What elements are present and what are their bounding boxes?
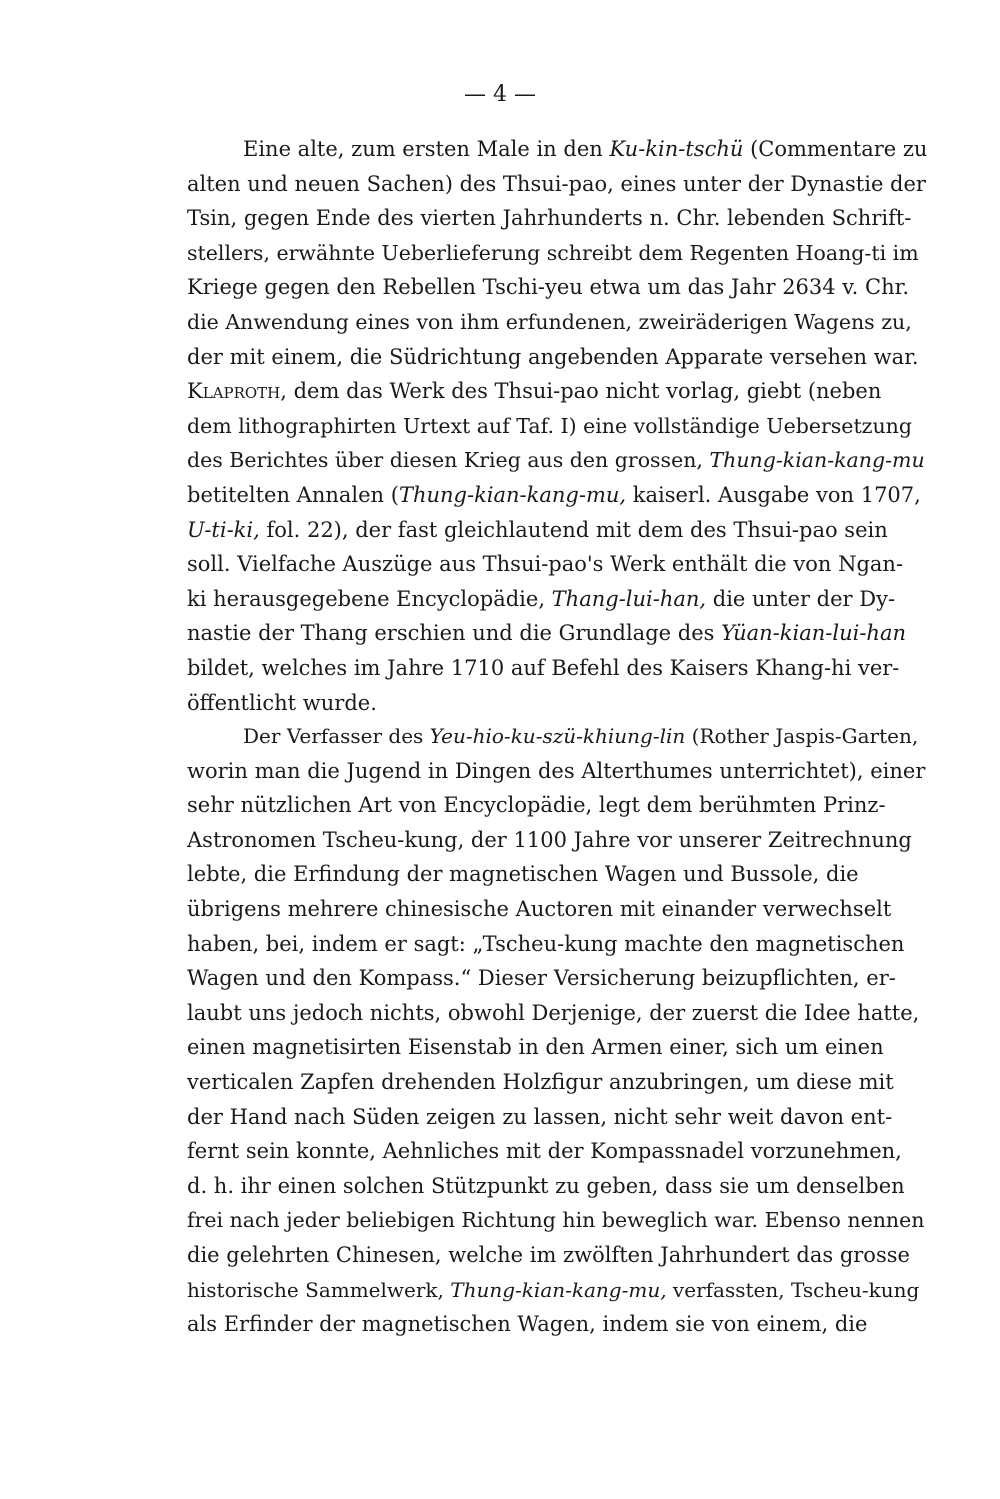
- text-line: [187, 443, 927, 478]
- text-run: haben, bei, indem er sagt: „Tscheu-kung machte den magnetischen: [187, 931, 905, 956]
- text-line: [187, 1030, 927, 1065]
- text-line: [187, 788, 927, 823]
- italic-title-text: U-ti-ki,: [187, 517, 260, 542]
- text-run: laubt uns jedoch nichts, obwohl Derjenige, der zuerst die Idee hatte,: [187, 1000, 920, 1025]
- text-line: [187, 823, 927, 858]
- text-run: betitelten Annalen (: [187, 482, 399, 507]
- text-run: Tsin, gegen Ende des vierten Jahrhunderts n. Chr. lebenden Schrift-: [187, 206, 912, 231]
- text-line: [187, 651, 927, 686]
- text-run: fol. 22), der fast gleichlautend mit dem des Thsui-pao sein: [259, 517, 888, 542]
- text-line: [187, 1203, 927, 1238]
- text-line: [187, 719, 927, 754]
- text-run: Der Verfasser des: [243, 724, 430, 748]
- text-line: [187, 1100, 927, 1135]
- text-line: [187, 892, 927, 927]
- text-line: [187, 857, 927, 892]
- text-run: kaiserl. Ausgabe von 1707,: [626, 482, 921, 507]
- text-line: [187, 305, 927, 340]
- text-run: übrigens mehrere chinesische Auctoren mit einander verwechselt: [187, 896, 892, 921]
- text-run: (Commentare zu: [743, 137, 927, 161]
- text-run: Kriege gegen den Rebellen Tschi-yeu etwa um das Jahr 2634 v. Chr.: [187, 275, 910, 300]
- text-run: Astronomen Tscheu-kung, der 1100 Jahre vor unserer Zeitrechnung: [187, 827, 912, 852]
- text-run: fernt sein konnte, Aehnliches mit der Kompassnadel vorzunehmen,: [187, 1139, 902, 1164]
- text-run: worin man die Jugend in Dingen des Alterthumes unterrichtet), einer: [187, 758, 926, 783]
- text-run: (Rother Jaspis-Garten,: [685, 724, 919, 748]
- text-run: öffentlicht wurde.: [187, 690, 377, 715]
- text-run: lebte, die Erfindung der magnetischen Wagen und Bussole, die: [187, 862, 859, 887]
- italic-title-text: Thang-lui-han,: [551, 586, 707, 611]
- text-run: der mit einem, die Südrichtung angebenden Apparate versehen war.: [187, 344, 919, 369]
- text-line: [187, 167, 927, 202]
- text-run: historische Sammelwerk,: [187, 1277, 451, 1302]
- text-run: einen magnetisirten Eisenstab in den Armen einer, sich um einen: [187, 1035, 884, 1060]
- text-run: ki herausgegebene Encyclopädie,: [187, 586, 552, 611]
- text-run: alten und neuen Sachen) des Thsui-pao, eines unter der Dynastie der: [187, 171, 926, 196]
- text-line: [187, 754, 927, 789]
- italic-title-text: Thung-kian-kang-mu,: [398, 482, 627, 507]
- text-line: [187, 374, 927, 409]
- italic-title-text: Thung-kian-kang-mu: [709, 448, 925, 473]
- text-line: [187, 478, 927, 513]
- text-run: bildet, welches im Jahre 1710 auf Befehl des Kaisers Khang-hi ver-: [187, 655, 900, 680]
- text-run: , dem das Werk des Thsui-pao nicht vorlag, giebt (neben: [280, 379, 882, 404]
- text-run: dem lithographirten Urtext auf Taf. I) eine vollständige Uebersetzung: [187, 413, 913, 438]
- text-line: [187, 547, 927, 582]
- text-line: [187, 236, 927, 271]
- text-run: Eine alte, zum ersten Male in den: [243, 137, 610, 161]
- text-run: des Berichtes über diesen Krieg aus den grossen,: [187, 448, 710, 473]
- text-run: die unter der Dy-: [706, 586, 896, 611]
- text-line: [187, 270, 927, 305]
- text-run: nastie der Thang erschien und die Grundlage des: [187, 621, 722, 646]
- page-number: — 4 —: [464, 82, 536, 107]
- text-line: [187, 686, 927, 721]
- text-line: [187, 1065, 927, 1100]
- text-line: [187, 616, 927, 651]
- paragraph-2: [187, 719, 927, 1342]
- text-run: frei nach jeder beliebigen Richtung hin beweglich war. Ebenso nennen: [187, 1208, 925, 1233]
- text-run: soll. Vielfache Auszüge aus Thsui-pao's Werk enthält die von Ngan-: [187, 552, 904, 577]
- italic-title-text: Yüan-kian-lui-han: [721, 621, 906, 646]
- text-run: die Anwendung eines von ihm erfundenen, zweiräderigen Wagens zu,: [187, 309, 912, 334]
- text-line: [187, 1238, 927, 1273]
- text-run: stellers, erwähnte Ueberlieferung schreibt dem Regenten Hoang-ti im: [187, 240, 919, 265]
- italic-title-text: Ku-kin-tschü: [609, 137, 744, 161]
- text-run: der Hand nach Süden zeigen zu lassen, nicht sehr weit davon ent-: [187, 1104, 893, 1129]
- text-line: [187, 409, 927, 444]
- text-line: [187, 132, 927, 167]
- text-line: [187, 961, 927, 996]
- text-line: [187, 201, 927, 236]
- text-line: [187, 582, 927, 617]
- text-run: Wagen und den Kompass.“ Dieser Versicherung beizupflichten, er-: [187, 966, 896, 991]
- text-line: [187, 1273, 927, 1308]
- text-line: [187, 1307, 927, 1342]
- author-name-text: Klaproth: [187, 379, 281, 404]
- text-line: [187, 513, 927, 548]
- text-line: [187, 1134, 927, 1169]
- text-run: sehr nützlichen Art von Encyclopädie, legt dem berühmten Prinz-: [187, 793, 886, 818]
- text-run: die gelehrten Chinesen, welche im zwölften Jahrhundert das grosse: [187, 1242, 910, 1267]
- text-line: [187, 340, 927, 375]
- text-line: [187, 1169, 927, 1204]
- italic-title-text: Yeu-hio-ku-szü-khiung-lin: [429, 724, 686, 748]
- text-run: als Erfinder der magnetischen Wagen, indem sie von einem, die: [187, 1312, 868, 1337]
- italic-title-text: Thung-kian-kang-mu,: [450, 1277, 667, 1302]
- text-run: verticalen Zapfen drehenden Holzfigur anzubringen, um diese mit: [187, 1069, 894, 1094]
- paragraph-1: [187, 132, 927, 720]
- text-run: d. h. ihr einen solchen Stützpunkt zu geben, dass sie um denselben: [187, 1173, 905, 1198]
- text-line: [187, 996, 927, 1031]
- text-line: [187, 927, 927, 962]
- text-run: verfassten, Tscheu-kung: [666, 1277, 920, 1302]
